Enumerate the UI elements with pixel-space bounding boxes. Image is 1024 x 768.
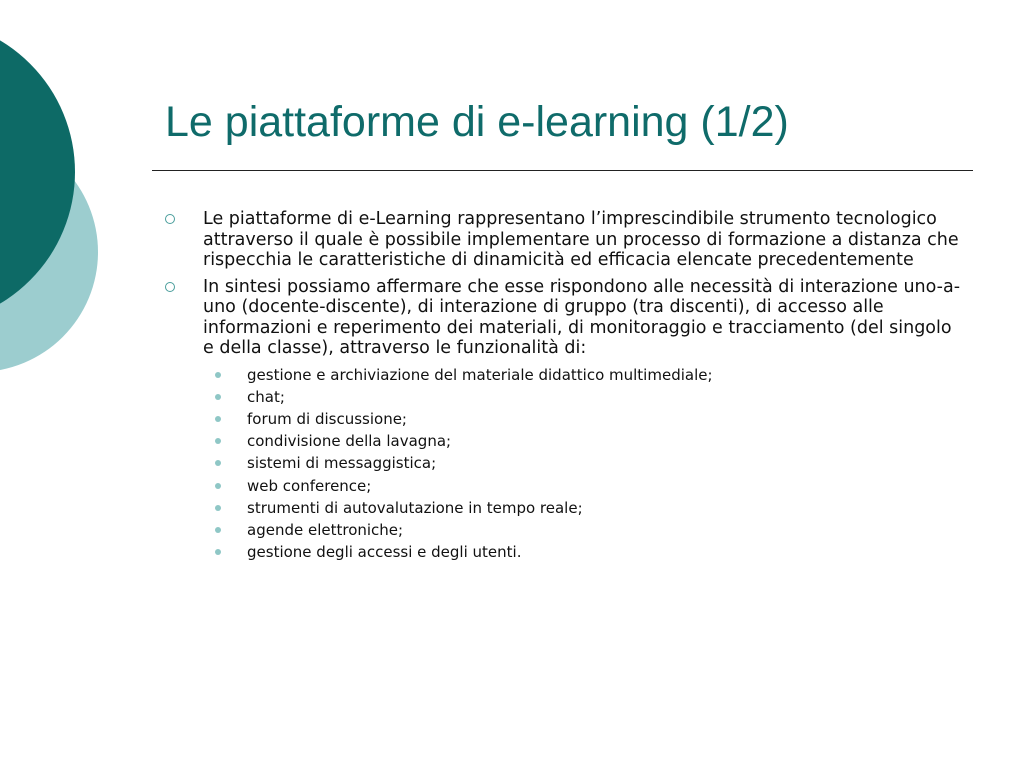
- sub-bullet-item: [163, 519, 963, 541]
- bullet-item: [163, 209, 963, 271]
- sub-bullet-text: gestione e archiviazione del materiale didattico multimediale;: [247, 365, 713, 384]
- sub-bullet-item: [163, 452, 963, 474]
- sub-bullet-text: chat;: [247, 387, 285, 406]
- dot-bullet-icon: [215, 438, 221, 444]
- slide-title: Le piattaforme di e-learning (1/2): [165, 98, 789, 146]
- dot-bullet-icon: [215, 549, 221, 555]
- sub-bullet-item: [163, 386, 963, 408]
- sub-bullet-text: web conference;: [247, 476, 372, 495]
- sub-bullet-item: [163, 475, 963, 497]
- sub-bullet-text: sistemi di messaggistica;: [247, 454, 437, 473]
- sub-bullet-item: [163, 430, 963, 452]
- dot-bullet-icon: [215, 416, 221, 422]
- sub-bullet-text: gestione degli accessi e degli utenti.: [247, 543, 522, 562]
- dot-bullet-icon: [215, 527, 221, 533]
- dot-bullet-icon: [215, 394, 221, 400]
- sub-bullet-item: [163, 364, 963, 386]
- sub-bullet-text: forum di discussione;: [247, 409, 407, 428]
- bullet-list: [163, 209, 963, 563]
- hollow-circle-bullet-icon: [165, 214, 175, 224]
- bullet-text: In sintesi possiamo affermare che esse rispondono alle necessità di interazione uno-a-uno (docente-discente), di interazione di gruppo (tra discenti), di accesso alle informazioni e reperimento dei materiali, di monitoraggio e tracciamento (del singolo e della classe), attraverso le funzionalità di:: [203, 276, 961, 358]
- sub-bullet-item: [163, 408, 963, 430]
- sub-bullet-list: [203, 364, 963, 564]
- hollow-circle-bullet-icon: [165, 282, 175, 292]
- bullet-text: Le piattaforme di e-Learning rappresentano l’imprescindibile strumento tecnologico attraverso il quale è possibile implementare un processo di formazione a distanza che rispecchia le caratteristiche di dinamicità ed efficacia elencate precedentemente: [203, 209, 959, 270]
- dot-bullet-icon: [215, 505, 221, 511]
- bullet-item: [163, 277, 963, 564]
- sub-bullet-item: [163, 497, 963, 519]
- sub-bullet-text: condivisione della lavagna;: [247, 432, 452, 451]
- dot-bullet-icon: [215, 460, 221, 466]
- slide-body: [163, 209, 963, 569]
- title-divider: [152, 170, 973, 171]
- dot-bullet-icon: [215, 372, 221, 378]
- decorative-circles: [0, 0, 110, 410]
- sub-bullet-item: [163, 541, 963, 563]
- sub-bullet-text: agende elettroniche;: [247, 520, 404, 539]
- sub-bullet-text: strumenti di autovalutazione in tempo reale;: [247, 498, 583, 517]
- dot-bullet-icon: [215, 483, 221, 489]
